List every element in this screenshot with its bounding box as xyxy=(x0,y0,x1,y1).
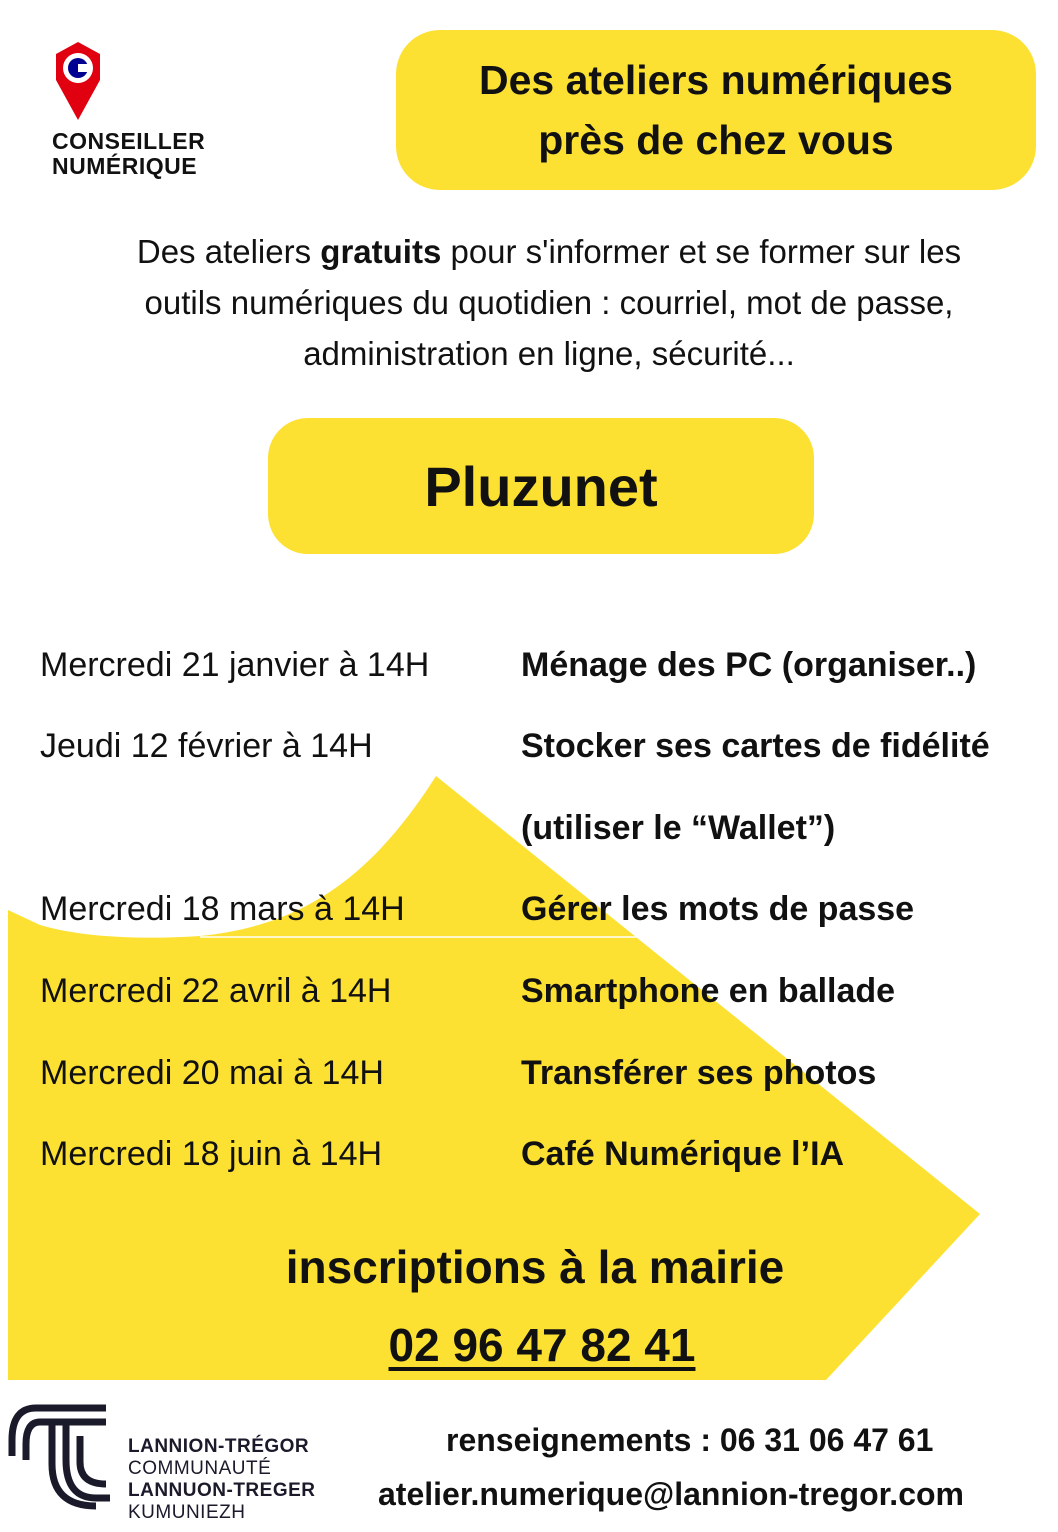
registration-label: inscriptions à la mairie xyxy=(285,1241,785,1293)
schedule-date: Mercredi 21 janvier à 14H xyxy=(40,646,430,684)
header-line-2: près de chez vous xyxy=(538,117,894,163)
schedule-topic: Stocker ses cartes de fidélité xyxy=(521,727,990,765)
schedule-topic: Café Numérique l’IA xyxy=(521,1135,845,1173)
schedule-topic: Transférer ses photos xyxy=(521,1054,877,1092)
intro-line-2: outils numériques du quotidien : courriel, mot de passe, xyxy=(144,284,954,321)
intro-line-3: administration en ligne, sécurité... xyxy=(303,335,795,372)
location-pin-icon xyxy=(52,40,104,122)
intro-line-1-start: Des ateliers xyxy=(136,233,321,270)
registration-phone[interactable]: 02 96 47 82 41 xyxy=(388,1319,696,1371)
schedule-topic: Smartphone en ballade xyxy=(521,972,896,1010)
logo-bottom-line-4: KUMUNIEZH xyxy=(128,1502,246,1523)
header-banner xyxy=(396,30,1036,190)
contact-email[interactable]: atelier.numerique@lannion-tregor.com xyxy=(378,1476,964,1512)
schedule-date: Mercredi 18 juin à 14H xyxy=(40,1135,383,1173)
schedule-topic-continued: (utiliser le “Wallet”) xyxy=(521,809,836,847)
schedule-topic: Gérer les mots de passe xyxy=(521,890,915,928)
logo-bottom-line-3: LANNUON-TREGER xyxy=(128,1480,316,1501)
conseiller-numerique-logo xyxy=(40,38,240,198)
schedule-date: Mercredi 20 mai à 14H xyxy=(40,1054,384,1092)
contact-phone: renseignements : 06 31 06 47 61 xyxy=(446,1422,934,1458)
intro-line-1 xyxy=(20,226,1058,277)
schedule-date: Mercredi 22 avril à 14H xyxy=(40,972,392,1010)
town-banner xyxy=(268,418,814,554)
logo-bottom-line-2: COMMUNAUTÉ xyxy=(128,1458,272,1479)
logo-bottom-line-1: LANNION-TRÉGOR xyxy=(128,1436,310,1457)
schedule-date: Mercredi 18 mars à 14H xyxy=(40,890,405,928)
lannion-tregor-logo xyxy=(6,1400,346,1528)
intro-line-1-end: pour s'informer et se former sur les xyxy=(441,233,962,270)
intro-paragraph xyxy=(20,226,1058,379)
intro-emphasis: gratuits xyxy=(320,233,442,270)
schedule-date: Jeudi 12 février à 14H xyxy=(40,727,373,765)
header-line-1: Des ateliers numériques xyxy=(479,57,953,103)
logo-line-1: CONSEILLER xyxy=(52,128,206,154)
logo-line-2: NUMÉRIQUE xyxy=(52,153,198,179)
town-name: Pluzunet xyxy=(424,454,658,518)
lannion-tregor-mark-icon xyxy=(6,1400,118,1510)
schedule-topic: Ménage des PC (organiser..) xyxy=(521,646,977,684)
